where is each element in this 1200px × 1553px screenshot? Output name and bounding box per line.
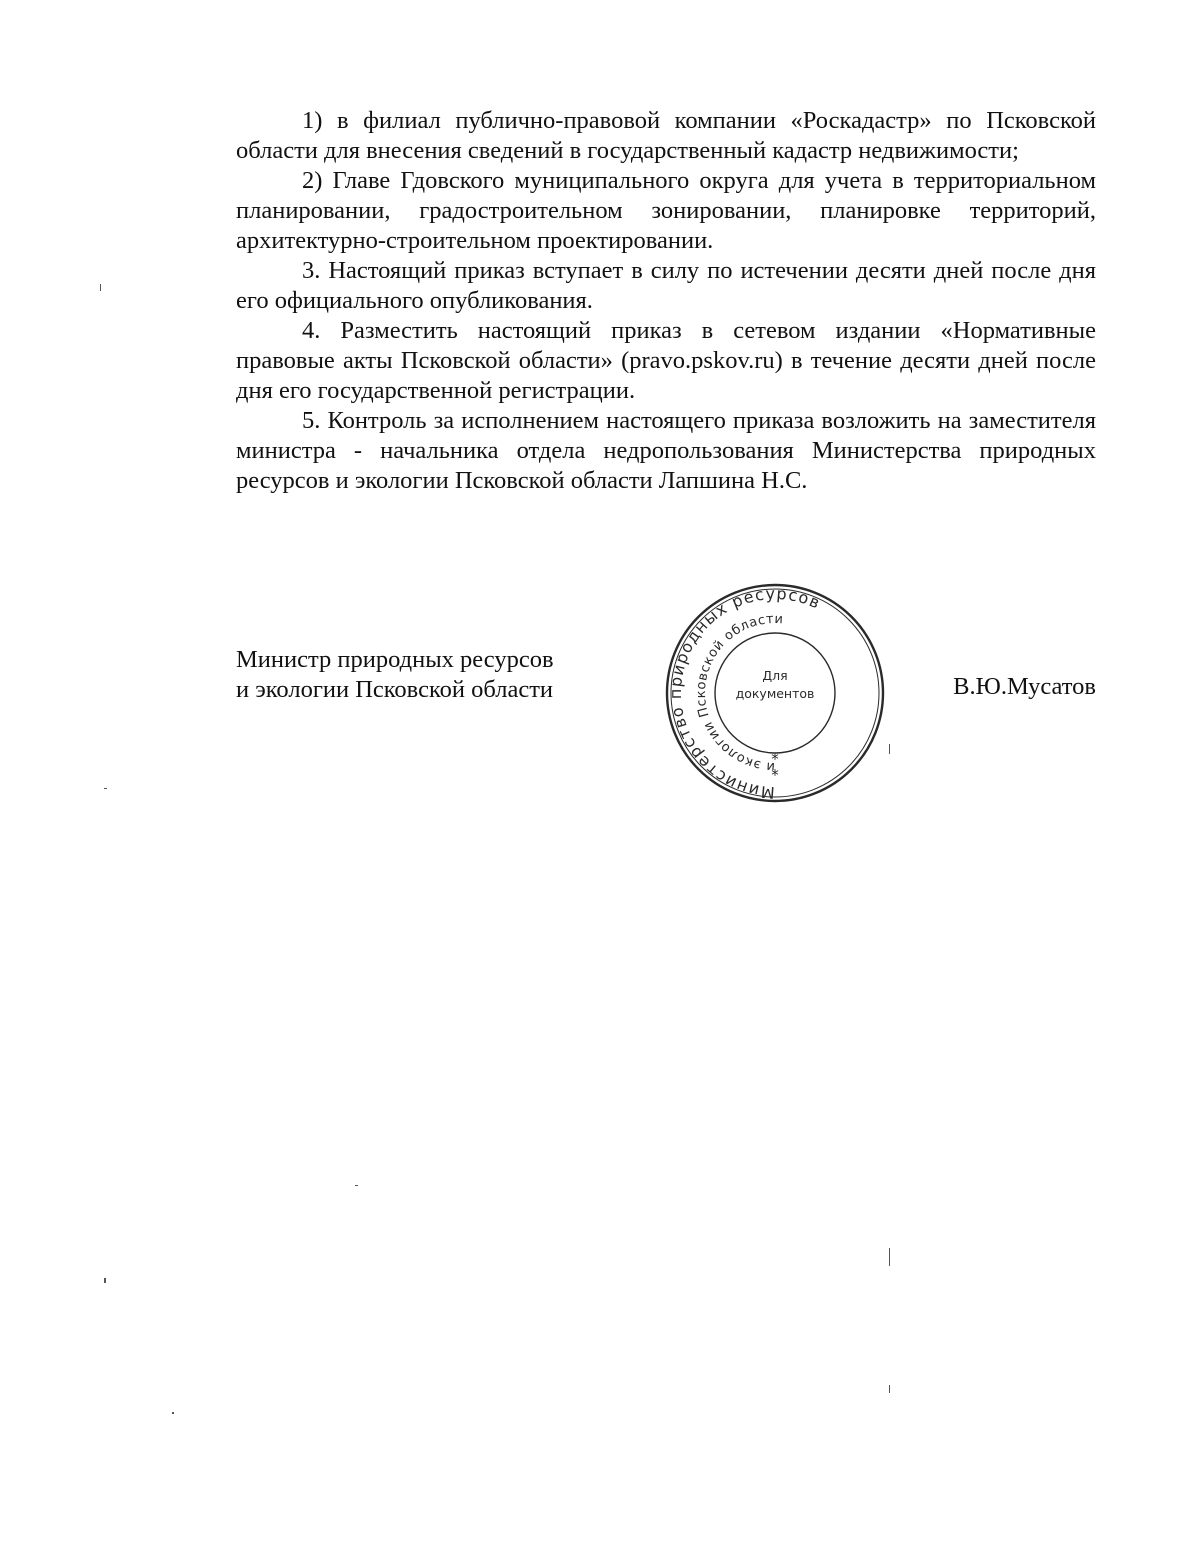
stamp-outer-text: Министерство природных ресурсов [665,583,824,803]
paragraph-3: 3. Настоящий приказ вступает в силу по истечении десяти дней после дня его официального опубликования. [236,257,1096,314]
scan-speck [355,1185,358,1186]
official-stamp [665,583,885,803]
stamp-star-top: * [771,750,779,768]
paragraph-1: 1) в филиал публично-правовой компании «Роскадастр» по Псковской области для внесения сведений в государственный кадастр недвижимости; [236,107,1096,164]
stamp-inner-text: и экологии Псковской области [693,611,784,775]
paragraph-5: 5. Контроль за исполнением настоящего приказа возложить на заместителя министра - начальника отдела недропользования Министерства природных ресурсов и экологии Псковской области Лапшина Н.С. [236,407,1096,494]
signatory-position [236,645,554,705]
scan-speck [104,1278,106,1283]
signatory-position-line-2: и экологии Псковской области [236,676,554,703]
paragraph-4: 4. Разместить настоящий приказ в сетевом издании «Нормативные правовые акты Псковской области» (pravo.pskov.ru) в течение десяти дней после дня его государственной регистрации. [236,317,1096,404]
stamp-star-bottom: * [771,766,779,784]
scan-speck [889,744,890,754]
scan-speck [104,788,107,789]
scan-speck [889,1385,890,1393]
stamp-center-line-2: документов [735,686,815,701]
signatory-name: В.Ю.Мусатов [953,673,1096,700]
signatory-position-line-1: Министр природных ресурсов [236,646,554,673]
scan-speck [889,1248,890,1266]
document-body [236,106,1096,496]
stamp-center-line-1: Для [762,668,788,683]
scan-speck [100,284,101,291]
scan-speck [172,1412,174,1414]
stamp-seal [665,583,885,803]
paragraph-2: 2) Главе Гдовского муниципального округа для учета в территориальном планировании, градостроительном зонировании, планировке территорий, архитектурно-строительном проектировании. [236,167,1096,254]
